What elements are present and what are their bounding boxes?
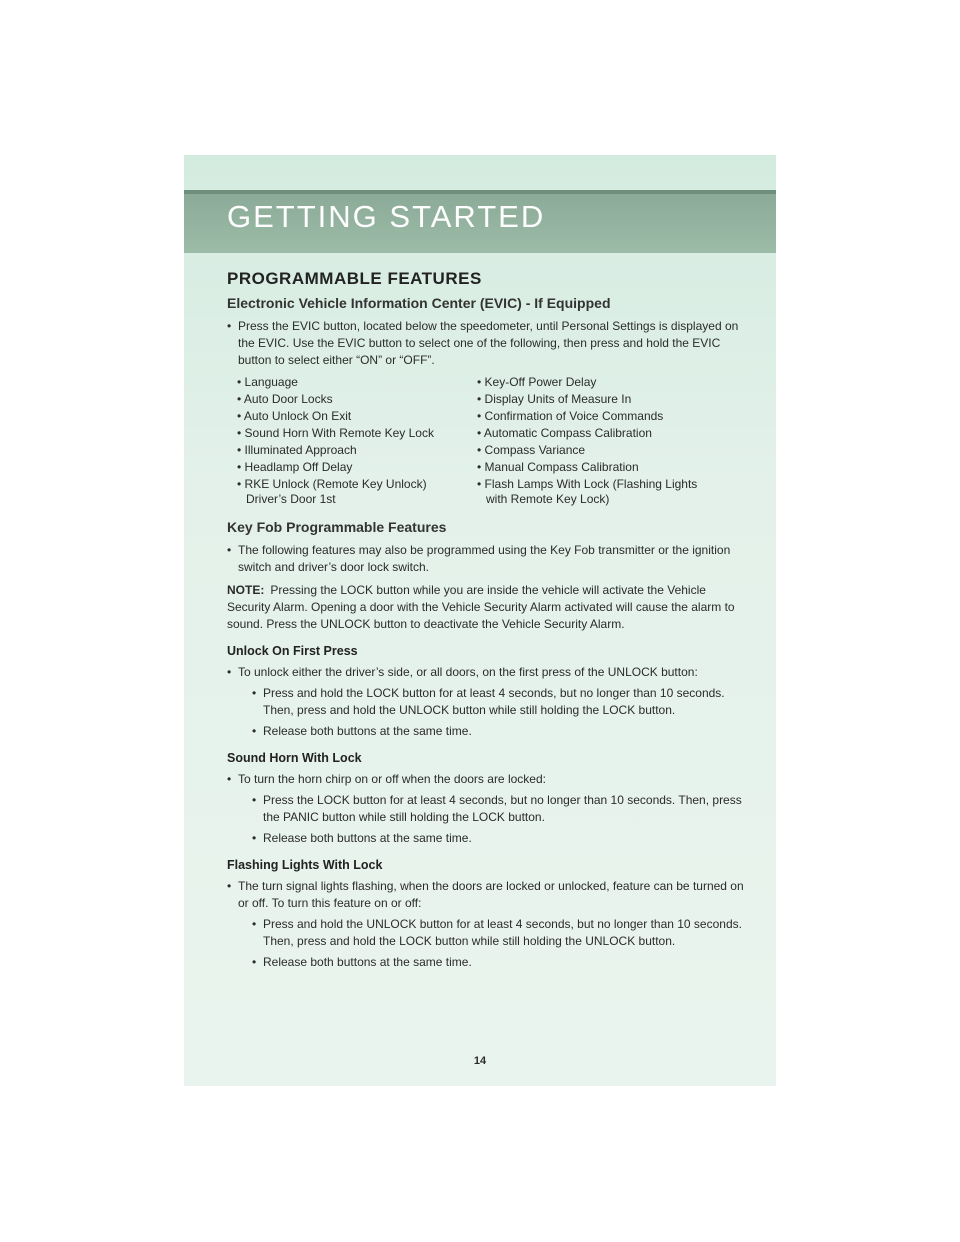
- note: [227, 582, 747, 633]
- note-label: NOTE:: [227, 583, 265, 597]
- section-title: GETTING STARTED: [227, 199, 546, 234]
- list-item: • RKE Unlock (Remote Key Unlock) Driver’s Door 1st: [237, 477, 427, 506]
- keyfob-heading: Key Fob Programmable Features: [227, 519, 447, 535]
- list-item: • Flash Lamps With Lock (Flashing Lights with Remote Key Lock): [477, 477, 698, 506]
- list-item: • Auto Door Locks: [237, 392, 333, 406]
- horn-step-1: • Press the LOCK button for at least 4 seconds, but no longer than 10 seconds. Then, press the PANIC button while still holding the LOCK button.: [252, 793, 742, 824]
- horn-intro: • To turn the horn chirp on or off when the doors are locked:: [227, 772, 546, 786]
- list-item: • Language: [237, 375, 298, 389]
- flash-step-1: • Press and hold the UNLOCK button for at least 4 seconds, but no longer than 10 seconds. Then, press and hold the LOCK button while still holding the UNLOCK button.: [252, 917, 742, 948]
- flash-intro: • The turn signal lights flashing, when the doors are locked or unlocked, feature can be turned on or off. To turn this feature on or off:: [227, 879, 744, 910]
- list-item: • Sound Horn With Remote Key Lock: [237, 426, 434, 440]
- page-number: 14: [473, 1055, 487, 1067]
- list-item: • Display Units of Measure In: [477, 392, 632, 406]
- evic-right-column: [467, 375, 707, 509]
- flash-heading: Flashing Lights With Lock: [227, 858, 383, 872]
- unlock-step-2: • Release both buttons at the same time.: [252, 724, 472, 738]
- header-rule: [184, 190, 776, 194]
- list-item: • Compass Variance: [477, 443, 586, 457]
- evic-heading: Electronic Vehicle Information Center (EVIC) - If Equipped: [227, 295, 611, 311]
- unlock-heading: Unlock On First Press: [227, 644, 358, 658]
- evic-left-column: [227, 375, 467, 509]
- list-item: • Automatic Compass Calibration: [477, 426, 652, 440]
- list-item: • Key-Off Power Delay: [477, 375, 597, 389]
- manual-page: [184, 155, 776, 1086]
- list-item: • Manual Compass Calibration: [477, 460, 639, 474]
- unlock-intro: • To unlock either the driver’s side, or all doors, on the first press of the UNLOCK button:: [227, 665, 698, 679]
- horn-heading: Sound Horn With Lock: [227, 751, 362, 765]
- unlock-step-1: • Press and hold the LOCK button for at least 4 seconds, but no longer than 10 seconds. Then, press and hold the UNLOCK button while still holding the LOCK button.: [252, 686, 725, 717]
- evic-intro: • Press the EVIC button, located below the speedometer, until Personal Settings is displayed on the EVIC. Use the EVIC button to select one of the following, then press and hold the EVIC button to select either “ON” or “OFF”.: [227, 319, 739, 367]
- flash-step-2: • Release both buttons at the same time.: [252, 955, 472, 969]
- list-item: • Headlamp Off Delay: [237, 460, 353, 474]
- note-text: Pressing the LOCK button while you are inside the vehicle will activate the Vehicle Security Alarm. Opening a door with the Vehicle Security Alarm activated will cause the alarm to sound. Press the UNLOCK button to deactivate the Vehicle Security Alarm.: [227, 583, 735, 631]
- list-item: • Auto Unlock On Exit: [237, 409, 352, 423]
- list-item: • Confirmation of Voice Commands: [477, 409, 664, 423]
- content: [227, 270, 747, 975]
- keyfob-intro: • The following features may also be programmed using the Key Fob transmitter or the ignition switch and driver’s door lock switch.: [227, 543, 731, 574]
- page-title: PROGRAMMABLE FEATURES: [227, 269, 482, 288]
- horn-step-2: • Release both buttons at the same time.: [252, 831, 472, 845]
- list-item: • Illuminated Approach: [237, 443, 357, 457]
- evic-settings-list: [227, 375, 747, 509]
